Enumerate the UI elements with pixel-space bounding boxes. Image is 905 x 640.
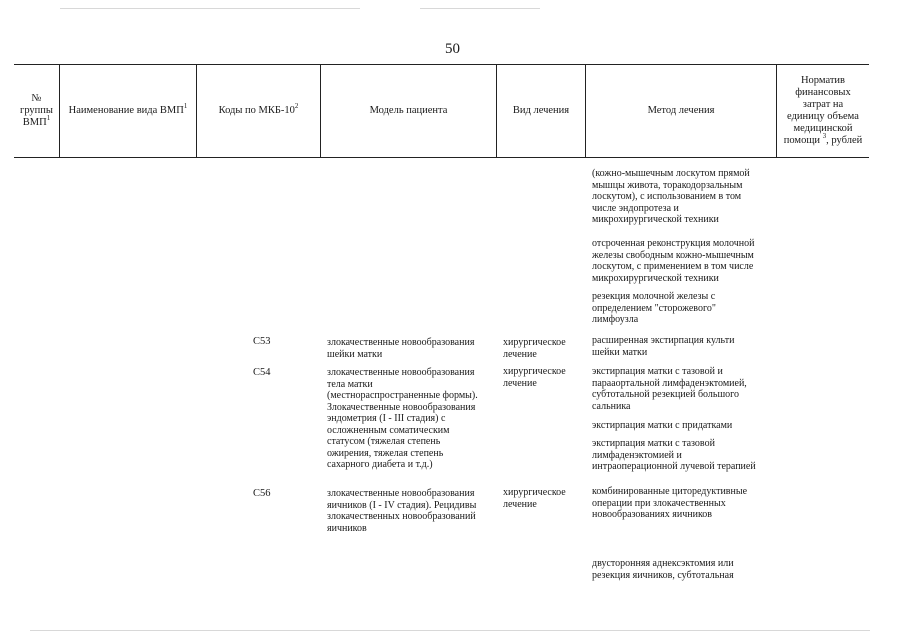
header-group-number: № группы ВМП$^1$ (14, 65, 60, 157)
scan-artifact-bottom (30, 630, 870, 631)
row-code-c54: C54 (253, 367, 271, 378)
page-number: 50 (445, 41, 460, 57)
row-c54-treatment-type: хирургическое лечение (503, 366, 566, 389)
row-code-c53: C53 (253, 336, 271, 347)
row-c56-patient-model: злокачественные новообразования яичников (I - IV стадия). Рецидивы злокачественных новообразований яичников (327, 488, 477, 534)
header-vmp-name: Наименование вида ВМП$^1$ (60, 65, 197, 157)
method-continued-1: (кожно-мышечным лоскутом прямой мышцы живота, торакодорзальным лоскутом), с использованием в том числе эндопротеза и микрохирургической техники (592, 168, 750, 225)
method-continued-2: отсроченная реконструкция молочной железы свободным кожно-мышечным лоскутом, с применением в том числе микрохирургической техники (592, 238, 755, 284)
row-c56-method: комбинированные циторедуктивные операции при злокачественных новообразованиях яичников (592, 486, 748, 520)
row-c56-treatment-type: хирургическое лечение (503, 487, 566, 510)
table-header (14, 64, 869, 158)
row-c54-method-3: экстирпация матки с тазовой лимфаденэктомией и интраоперационной лучевой терапией (592, 438, 756, 472)
row-c53-method: расширенная экстирпация культи шейки матки (592, 335, 735, 358)
header-treatment-method: Метод лечения (586, 65, 777, 157)
row-c53-patient-model: злокачественные новообразования шейки матки (327, 337, 475, 360)
row-c54-method-2: экстирпация матки с придатками (592, 420, 733, 431)
header-icd-codes: Коды по МКБ-$10^2$ (197, 65, 321, 157)
scan-artifact-top (420, 8, 540, 9)
header-cost-norm: Норматив финансовых затрат на единицу объема медицинской помощи $^3$, рублей (783, 75, 863, 146)
header-treatment-type: Вид лечения (497, 65, 586, 157)
row-c53-treatment-type: хирургическое лечение (503, 337, 566, 360)
scan-artifact-top (60, 8, 360, 9)
row-c54-patient-model: злокачественные новообразования тела матки (местнораспространенные формы). Злокачественные новообразования эндометрия (I - III стадия) с осложненным соматическим статусом (тяжелая степень ожирения, тяжелая степень сахарного диабета и т.д.) (327, 367, 478, 470)
method-bottom: двусторонняя аднексэктомия или резекция яичников, субтотальная (592, 558, 734, 581)
method-continued-3: резекция молочной железы с определением "сторожевого" лимфоузла (592, 291, 716, 325)
header-patient-model: Модель пациента (321, 65, 497, 157)
row-c54-method-1: экстирпация матки с тазовой и парааортальной лимфаденэктомией, субтотальной резекцией большого сальника (592, 366, 747, 412)
row-code-c56: C56 (253, 488, 271, 499)
